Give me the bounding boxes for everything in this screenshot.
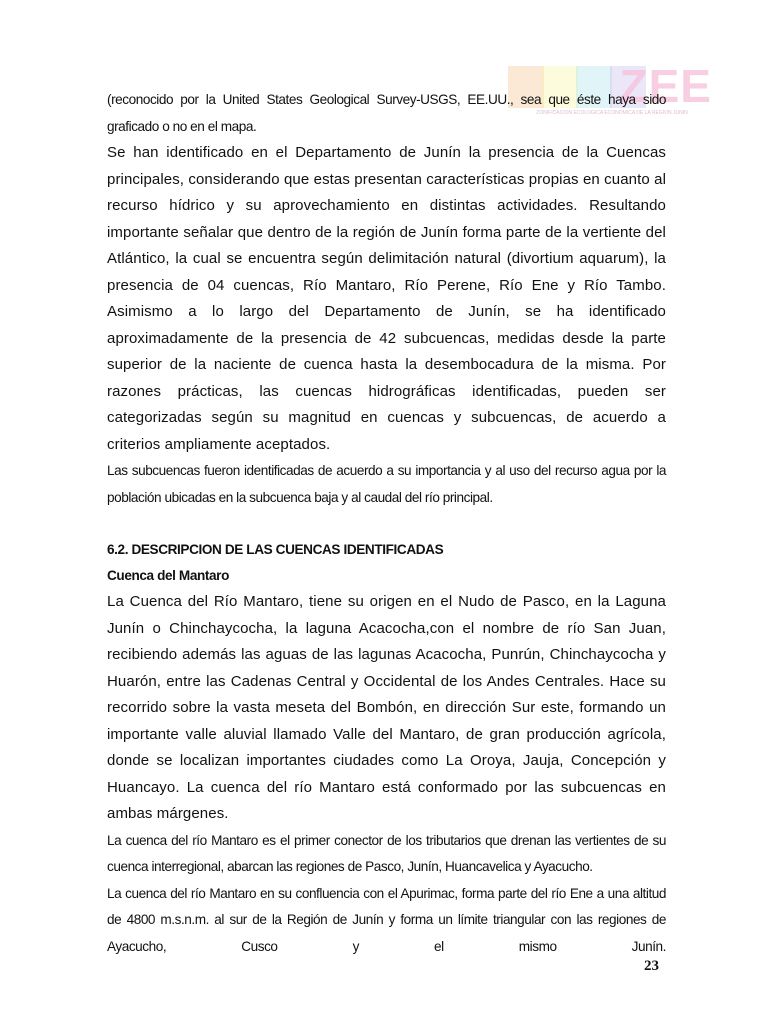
section-heading: 6.2. DESCRIPCION DE LAS CUENCAS IDENTIFICADAS [107,542,444,557]
document-body [107,87,666,960]
paragraph-conector: La cuenca del río Mantaro es el primer conector de los tributarios que drenan las vertientes de su cuenca interregional, abarcan las regiones de Pasco, Junín, Huancavelica y Ayacucho. [107,832,666,874]
paragraph-subcuencas: Las subcuencas fueron identificadas de acuerdo a su importancia y al uso del recurso agua por la población ubicadas en la subcuenca baja y al caudal del río principal. [107,463,666,505]
spacer [107,511,666,537]
paragraph-usgs: (reconocido por la United States Geological Survey-USGS, EE.UU., sea que éste haya sido graficado o no en el mapa. [107,92,666,134]
section-subheading: Cuenca del Mantaro [107,568,229,583]
logo-text: ZEE [619,60,712,112]
paragraph-cuencas-principales: Se han identificado en el Departamento de Junín la presencia de la Cuencas principales, considerando que estas presentan características propias en cuanto al recurso hídrico y su aprovechamiento en distintas actividades. Resultando importante señalar que dentro de la región de Junín forma parte de la vertiente del Atlántico, la cual se encuentra según delimitación natural (divortium aquarum), la presencia de 04 cuencas, Río Mantaro, Río Perene, Río Ene y Río Tambo. Asimismo a lo largo del Departamento de Junín, se ha identificado aproximadamente de la presencia de 42 subcuencas, medidas desde la parte superior de la naciente de cuenca hasta la desembocadura de la misma. Por razones prácticas, las cuencas hidrográficas identificadas, pueden ser categorizadas según su magnitud en cuencas y subcuencas, de acuerdo a criterios ampliamente aceptados. [107,144,666,453]
logo-tagline: ZONIFICACIÓN ECOLÓGICA ECONÓMICA DE LA REGIÓN JUNÍN [536,110,688,116]
paragraph-cuenca-mantaro: La Cuenca del Río Mantaro, tiene su origen en el Nudo de Pasco, en la Laguna Junín o Chinchaycocha, la laguna Acacocha,con el nombre de río San Juan, recibiendo además las aguas de las lagunas Acacocha, Punrún, Chinchaycocha y Huarón, entre las Cadenas Central y Occidental de los Andes Centrales. Hace su recorrido sobre la vasta meseta del Bombón, en dirección Sur este, formando un importante valle aluvial llamado Valle del Mantaro, de gran producción agrícola, donde se localizan importantes ciudades como La Oroya, Jauja, Concepción y Huancayo. La cuenca del río Mantaro está conformado por las subcuencas en ambas márgenes. [107,593,666,822]
page-number: 23 [644,958,659,974]
paragraph-confluencia: La cuenca del río Mantaro en su confluencia con el Apurimac, forma parte del río Ene a una altitud de 4800 m.s.n.m. al sur de la Región de Junín y forma un límite triangular con las regiones de Ayacucho, Cusco y el mismo Junín. [107,885,666,954]
